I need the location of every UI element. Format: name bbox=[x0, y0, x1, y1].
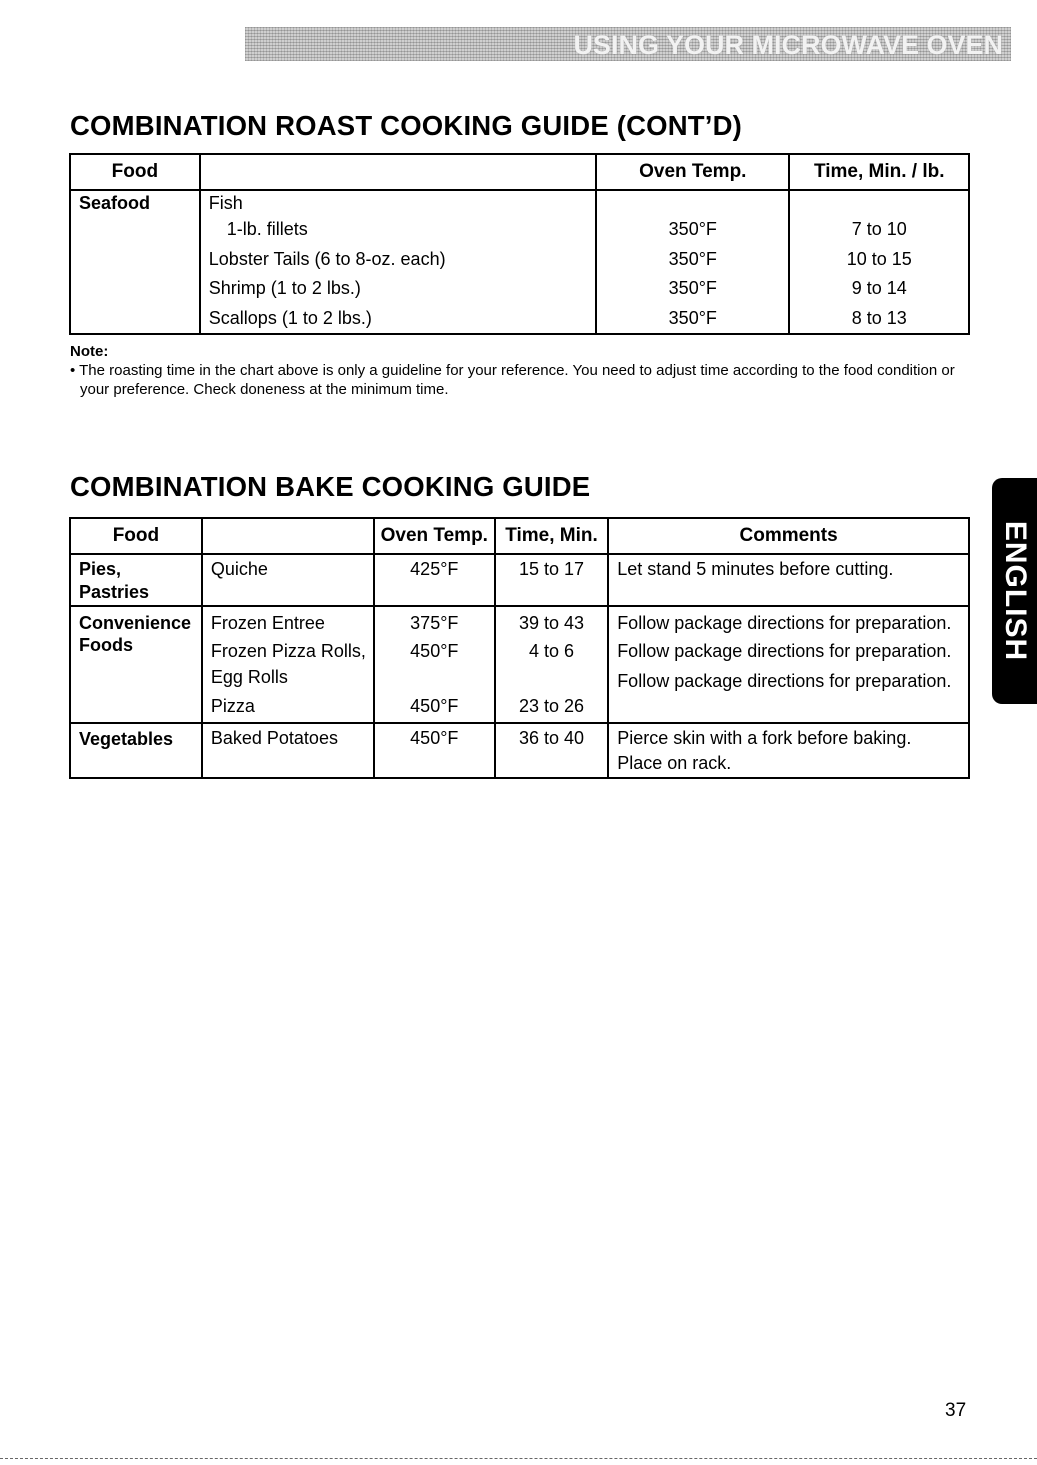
temp-value: 425°F bbox=[410, 559, 459, 579]
comment-text: Follow package directions for preparation. bbox=[617, 613, 952, 633]
item-label: Baked Potatoes bbox=[210, 727, 338, 748]
item-label: Quiche bbox=[210, 559, 268, 579]
column-header-oven-temp: Oven Temp. bbox=[374, 518, 495, 554]
time-value: 10 to 15 bbox=[846, 248, 912, 269]
column-header-time-per-lb: Time, Min. / lb. bbox=[789, 154, 969, 190]
column-header-item bbox=[200, 154, 596, 190]
table-row bbox=[70, 606, 969, 723]
roast-guide-table bbox=[69, 153, 970, 335]
comment-text: Let stand 5 minutes before cutting. bbox=[617, 559, 894, 579]
time-value bbox=[496, 666, 607, 692]
temp-value bbox=[375, 666, 494, 692]
time-cell bbox=[495, 606, 608, 723]
time-value: 23 to 26 bbox=[518, 696, 585, 716]
temp-value: 350°F bbox=[668, 219, 717, 239]
column-header-food: Food bbox=[70, 518, 202, 554]
temp-value: 350°F bbox=[668, 307, 717, 328]
comment-cell bbox=[608, 554, 969, 606]
item-label: Lobster Tails (6 to 8-oz. each) bbox=[208, 248, 446, 269]
item-label: Pizza bbox=[210, 696, 255, 716]
comment-text bbox=[617, 692, 968, 722]
category-cell bbox=[70, 606, 202, 723]
column-header-comments: Comments bbox=[608, 518, 969, 554]
time-cell bbox=[495, 554, 608, 606]
temp-value: 350°F bbox=[668, 248, 717, 269]
time-value: 8 to 13 bbox=[851, 307, 907, 328]
page-number: 37 bbox=[945, 1400, 967, 1421]
time-value: 36 to 40 bbox=[518, 727, 585, 748]
time-value: 15 to 17 bbox=[518, 559, 585, 579]
table-row bbox=[70, 723, 969, 779]
item-cell bbox=[200, 190, 596, 334]
language-tab-label: ENGLISH bbox=[998, 520, 1032, 662]
category-label: Convenience bbox=[79, 613, 192, 633]
banner-text: USING YOUR MICROWAVE OVEN bbox=[573, 30, 1003, 60]
time-value: 4 to 6 bbox=[528, 640, 575, 661]
comment-cell bbox=[608, 723, 969, 779]
temp-cell bbox=[374, 554, 495, 606]
temp-cell bbox=[374, 723, 495, 779]
category-label: Pies, bbox=[79, 559, 122, 579]
comment-text: Follow package directions for preparation. bbox=[617, 640, 952, 661]
time-cell bbox=[495, 723, 608, 779]
temp-value: 375°F bbox=[410, 613, 459, 633]
roast-guide-title: COMBINATION ROAST COOKING GUIDE (CONT’D) bbox=[70, 110, 743, 141]
time-value: 39 to 43 bbox=[518, 613, 585, 633]
category-cell bbox=[70, 554, 202, 606]
temp-value: 350°F bbox=[668, 278, 717, 298]
item-cell bbox=[202, 606, 374, 723]
table-row bbox=[70, 554, 969, 606]
temp-value: 450°F bbox=[410, 696, 459, 716]
bottom-rule bbox=[0, 1458, 1037, 1459]
column-header-food: Food bbox=[70, 154, 200, 190]
item-label: Shrimp (1 to 2 lbs.) bbox=[208, 278, 361, 298]
item-label: Egg Rolls bbox=[210, 667, 288, 687]
bake-guide-title: COMBINATION BAKE COOKING GUIDE bbox=[70, 471, 591, 502]
item-label: Frozen Pizza Rolls, bbox=[210, 640, 366, 661]
note-label: Note: bbox=[70, 343, 109, 360]
comment-text: Follow package directions for preparation. bbox=[617, 671, 952, 691]
item-cell bbox=[202, 554, 374, 606]
column-header-time: Time, Min. bbox=[495, 518, 608, 554]
note-text: • The roasting time in the chart above is only a guideline for your reference. You need to adjust time according to the food condition or your preference. Check doneness at the minimum time. bbox=[70, 362, 955, 398]
category-label: Vegetables bbox=[79, 728, 174, 749]
section-banner bbox=[245, 27, 1011, 61]
item-label: Frozen Entree bbox=[210, 613, 325, 633]
comment-text: Pierce skin with a fork before baking. bbox=[617, 727, 912, 748]
item-label: 1-lb. fillets bbox=[226, 219, 308, 239]
item-cell bbox=[202, 723, 374, 779]
time-value: 9 to 14 bbox=[851, 278, 907, 298]
temp-cell bbox=[374, 606, 495, 723]
column-header-item bbox=[202, 518, 374, 554]
temp-value: 450°F bbox=[410, 727, 459, 748]
category-label: Seafood bbox=[79, 193, 151, 213]
category-cell bbox=[70, 190, 200, 334]
time-cell bbox=[789, 190, 969, 334]
column-header-oven-temp: Oven Temp. bbox=[596, 154, 789, 190]
comment-cell bbox=[608, 606, 969, 723]
category-label: Foods bbox=[79, 635, 133, 655]
group-label: Fish bbox=[208, 193, 243, 213]
temp-cell bbox=[596, 190, 789, 334]
category-label: Pastries bbox=[79, 582, 150, 602]
temp-value: 450°F bbox=[410, 640, 459, 661]
comment-text: Place on rack. bbox=[617, 753, 732, 773]
language-tab bbox=[992, 478, 1037, 704]
bake-guide-table bbox=[69, 517, 970, 779]
item-label: Scallops (1 to 2 lbs.) bbox=[208, 307, 372, 328]
category-cell bbox=[70, 723, 202, 779]
roast-note bbox=[70, 342, 970, 399]
table-row bbox=[70, 190, 969, 334]
time-value: 7 to 10 bbox=[851, 219, 907, 239]
